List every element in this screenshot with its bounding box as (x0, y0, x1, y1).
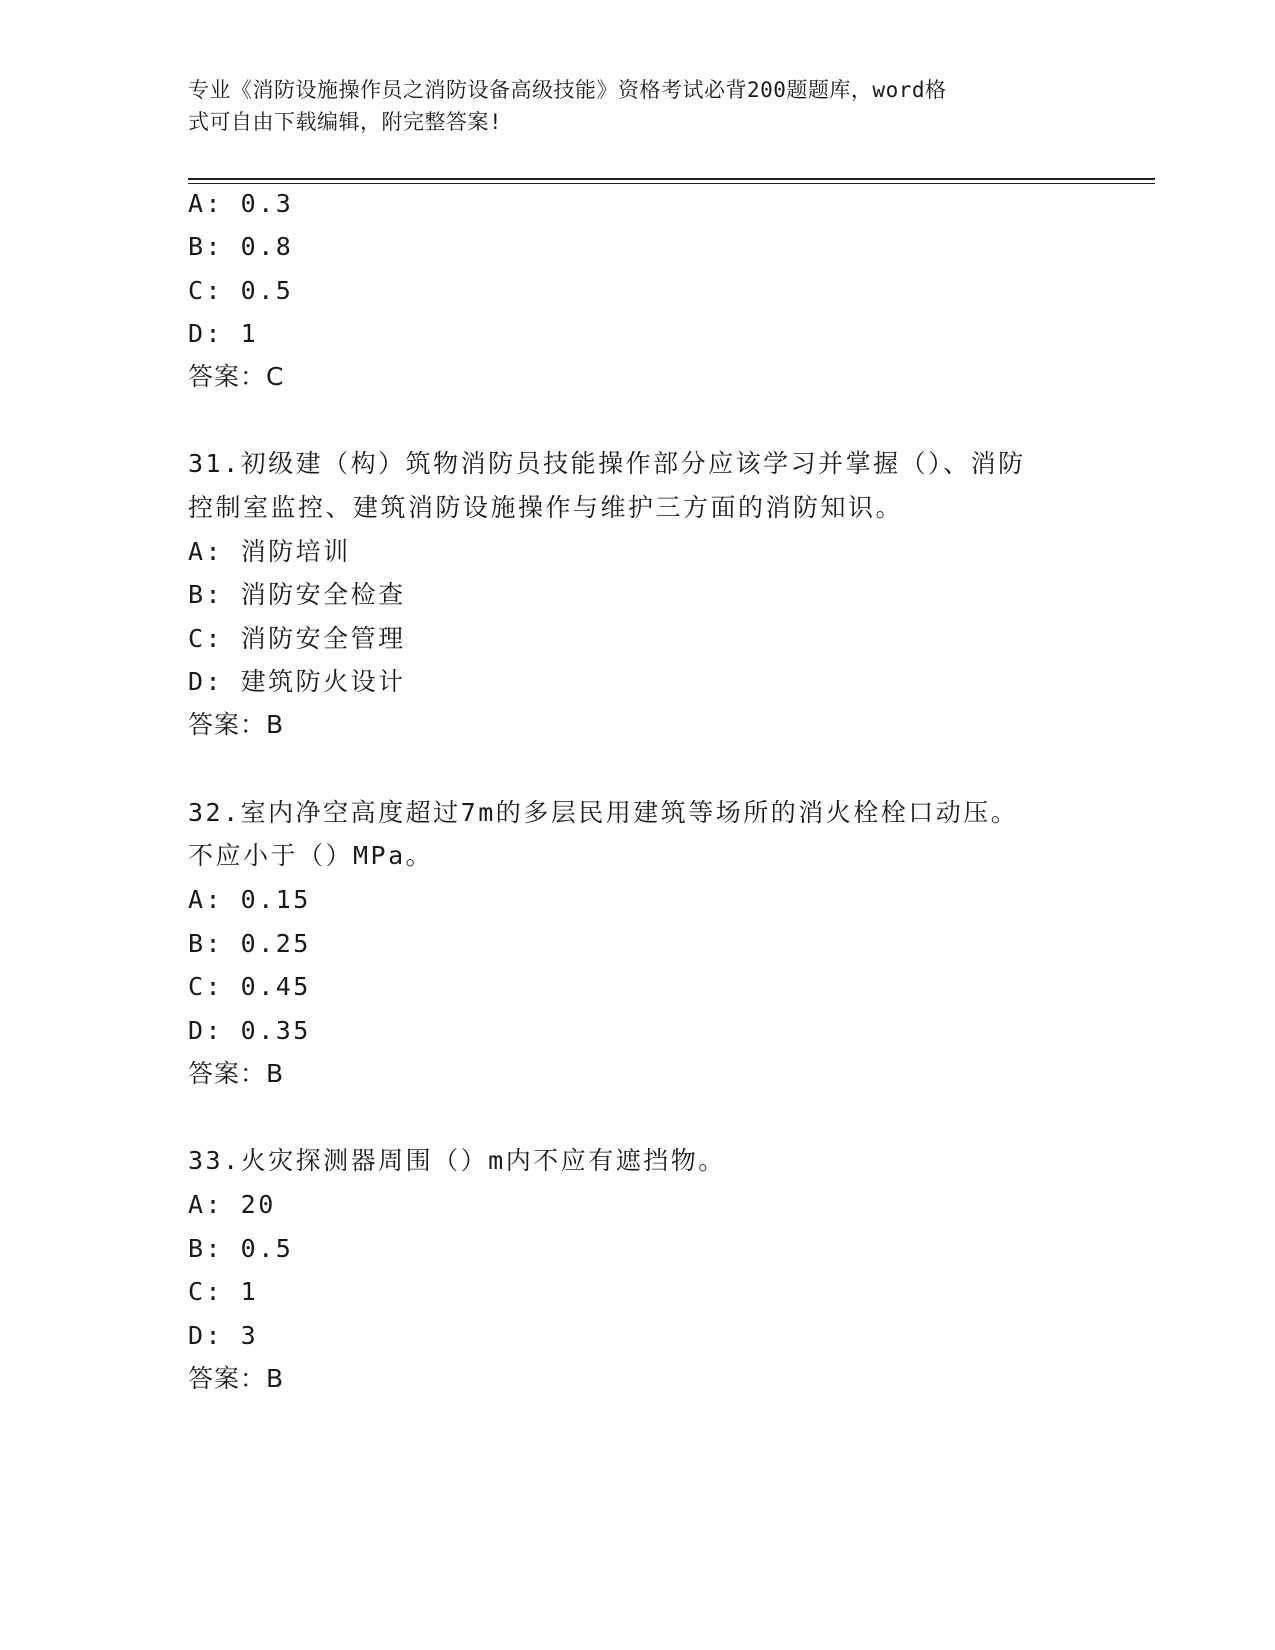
q32-stem-line-1: 32.室内净空高度超过7m的多层民用建筑等场所的消火栓栓口动压。 (188, 798, 1019, 827)
header-divider-thin (188, 183, 1155, 184)
q31-option-b: B: 消防安全检查 (188, 580, 406, 609)
q31-option-a: A: 消防培训 (188, 537, 351, 566)
q30-option-b: B: 0.8 (188, 232, 294, 261)
q31-option-d: D: 建筑防火设计 (188, 667, 406, 696)
q33-option-b: B: 0.5 (188, 1234, 294, 1263)
document-header (188, 74, 1068, 138)
q32-option-b: B: 0.25 (188, 929, 311, 958)
q32-option-c: C: 0.45 (188, 972, 311, 1001)
q33-option-a: A: 20 (188, 1190, 276, 1219)
q33-option-d: D: 3 (188, 1321, 259, 1350)
q32-option-a: A: 0.15 (188, 885, 311, 914)
q32-option-d: D: 0.35 (188, 1016, 311, 1045)
q33-option-c: C: 1 (188, 1277, 259, 1306)
q33-stem-line-1: 33.火灾探测器周围（）m内不应有遮挡物。 (188, 1146, 726, 1175)
q30-option-a: A: 0.3 (188, 189, 294, 218)
q31-answer: 答案：B (188, 710, 285, 739)
q31-stem-line-2: 控制室监控、建筑消防设施操作与维护三方面的消防知识。 (188, 493, 904, 522)
q30-answer: 答案：C (188, 362, 285, 391)
header-line-2: 式可自由下载编辑，附完整答案! (188, 110, 503, 134)
q31-option-c: C: 消防安全管理 (188, 624, 406, 653)
header-line-1: 专业《消防设施操作员之消防设备高级技能》资格考试必背200题题库，word格 (188, 78, 947, 102)
q30-option-c: C: 0.5 (188, 276, 294, 305)
q33-answer: 答案：B (188, 1364, 285, 1393)
q32-stem-line-2: 不应小于（）MPa。 (188, 841, 434, 870)
header-divider-thick (188, 178, 1155, 180)
q31-stem-line-1: 31.初级建（构）筑物消防员技能操作部分应该学习并掌握（）、消防 (188, 449, 1026, 478)
q32-answer: 答案：B (188, 1059, 285, 1088)
q30-option-d: D: 1 (188, 319, 259, 348)
